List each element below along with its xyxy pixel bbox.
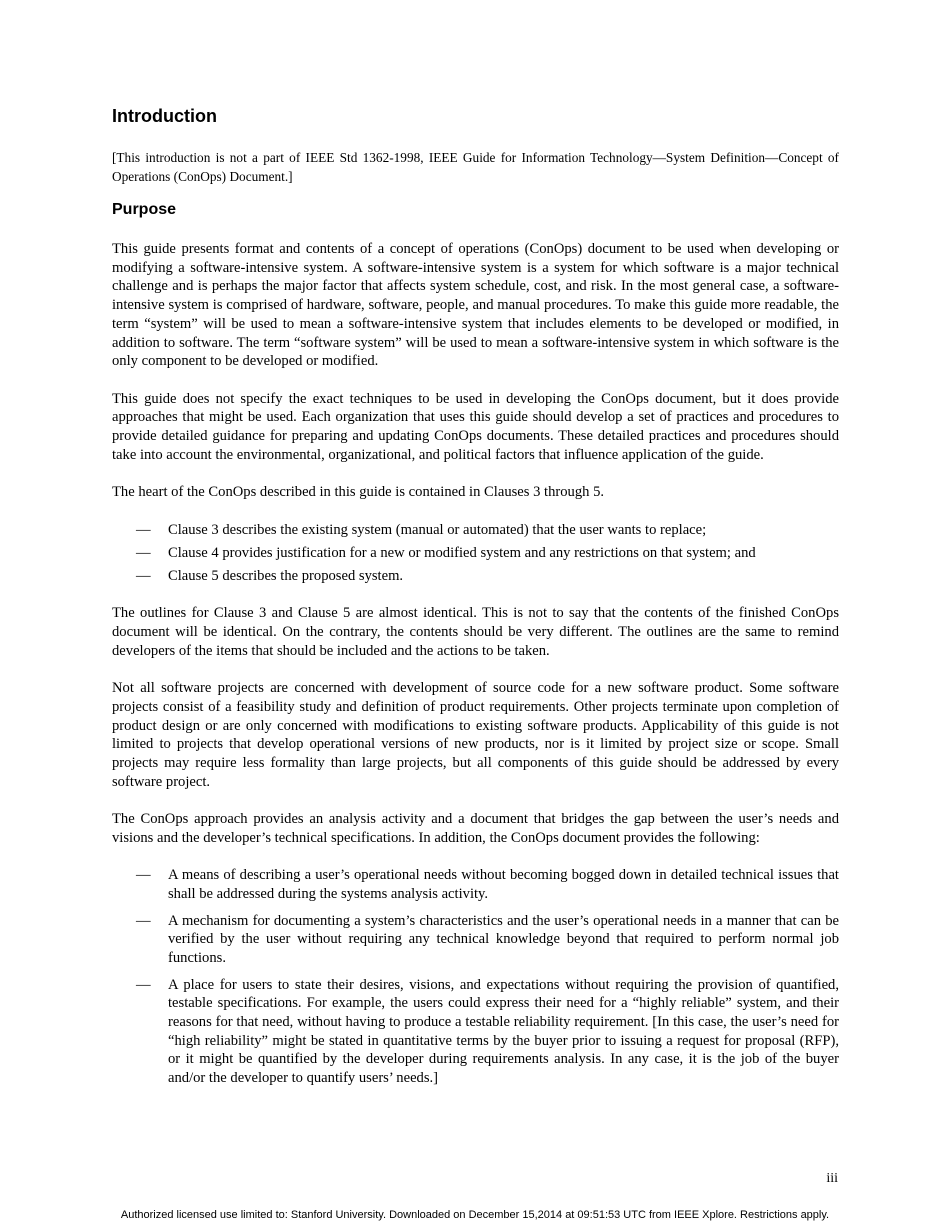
body-text	[112, 240, 839, 1107]
page-number: iii	[826, 1171, 838, 1186]
bullet-dash: —	[136, 976, 151, 993]
paragraph: This guide presents format and contents of a concept of operations (ConOps) document to be used when developing or modifying a software-intensive system. A software-intensive system is a system for which software is a major technical challenge and is perhaps the major factor that affects system schedule, cost, and risk. In the most general case, a software-intensive system is comprised of hardware, software, people, and manual procedures. To make this guide more readable, the term “system” will be used to mean a software-intensive system that includes elements to be developed or modified, in addition to software. The term “software system” will be used to mean a software-intensive system in which software is the only component to be developed or modified.	[112, 241, 839, 370]
bullet-dash: —	[136, 567, 151, 584]
paragraph: This guide does not specify the exact techniques to be used in developing the ConOps document, but it does provide approaches that might be used. Each organization that uses this guide should develop a set of practices and procedures to provide detailed guidance for preparing and updating ConOps documents. These detailed practices and procedures should take into account the environmental, organizational, and political factors that influence application of the guide.	[112, 390, 839, 463]
list-item	[112, 976, 839, 1088]
paragraph: The heart of the ConOps described in this guide is contained in Clauses 3 through 5.	[112, 484, 605, 501]
list-item	[112, 866, 839, 903]
clause-list	[112, 521, 839, 586]
list-item-text: A place for users to state their desires, visions, and expectations without requiring the provision of quantified, testable specifications. For example, the users could express their need for a “highly reliable” system, and their reasons for that need, without having to produce a testable reliability requirement. [In this case, the user’s need for “high reliability” might be stated in quantitative terms by the buyer prior to issuing a request for proposal (RFP), or it might be quantified by the developer during requirements analysis. In any case, it is the job of the buyer and/or the developer to quantify users’ needs.]	[168, 976, 839, 1087]
list-item	[112, 567, 839, 586]
paragraph: The outlines for Clause 3 and Clause 5 are almost identical. This is not to say that the contents of the finished ConOps document will be identical. On the contrary, the contents should be very different. The outlines are the same to remind developers of the items that should be included and the actions to be taken.	[112, 605, 839, 659]
provides-list	[112, 866, 839, 1088]
list-item	[112, 544, 839, 563]
page-heading: Introduction	[112, 106, 217, 126]
bullet-dash: —	[136, 867, 151, 884]
intro-note: [This introduction is not a part of IEEE Std 1362-1998, IEEE Guide for Information Technology—System Definition—Concept of Operations (ConOps) Document.]	[112, 150, 839, 184]
paragraph: Not all software projects are concerned with development of source code for a new software product. Some software projects consist of a feasibility study and definition of product requirements. Other projects terminate upon completion of product design or are only concerned with modifications to existing software products. Applicability of this guide is not limited to projects that develop operational versions of new products, nor is it limited by project size or scope. Small projects may require less formality than large projects, but all components of this guide should be addressed by every software project.	[112, 680, 839, 790]
bullet-dash: —	[136, 521, 151, 538]
list-item	[112, 521, 839, 540]
bullet-dash: —	[136, 912, 151, 929]
license-footer: Authorized licensed use limited to: Stanford University. Downloaded on December 15,2014 at 09:51:53 UTC from IEEE Xplore. Restrictions apply.	[120, 1209, 830, 1221]
list-item-text: Clause 4 provides justification for a new or modified system and any restrictions on that system; and	[168, 544, 756, 561]
section-heading: Purpose	[112, 201, 177, 218]
paragraph: The ConOps approach provides an analysis activity and a document that bridges the gap between the user’s needs and visions and the developer’s technical specifications. In addition, the ConOps document provides the following:	[112, 811, 839, 846]
list-item-text: Clause 5 describes the proposed system.	[168, 567, 404, 584]
list-item	[112, 912, 839, 968]
list-item-text: A means of describing a user’s operational needs without becoming bogged down in detailed technical issues that shall be addressed during the systems analysis activity.	[168, 867, 839, 902]
list-item-text: A mechanism for documenting a system’s characteristics and the user’s operational needs in a manner that can be verified by the user without requiring any technical knowledge beyond that required to perform normal job functions.	[168, 912, 839, 966]
list-item-text: Clause 3 describes the existing system (manual or automated) that the user wants to replace;	[168, 521, 707, 538]
bullet-dash: —	[136, 544, 151, 561]
